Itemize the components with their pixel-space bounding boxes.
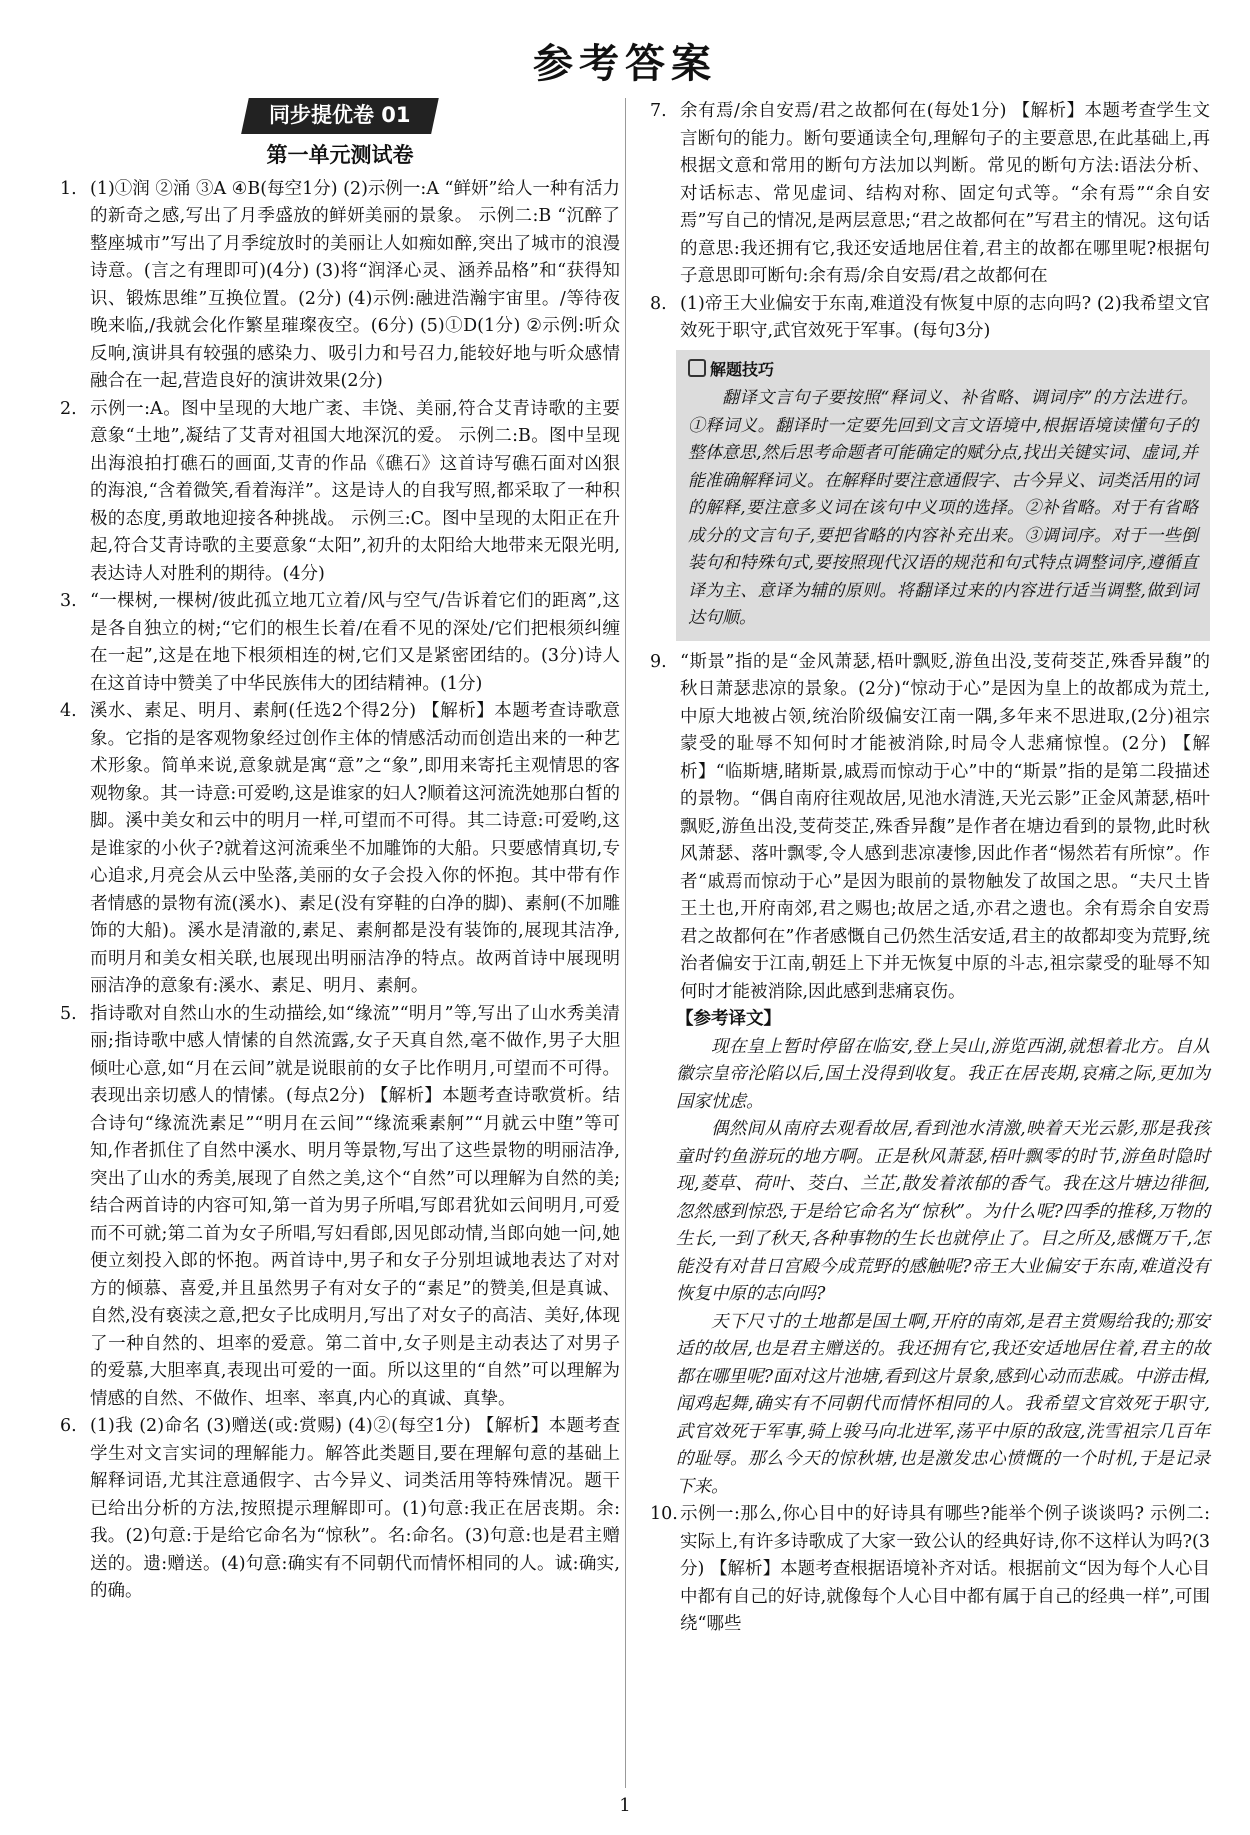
column-divider [625, 98, 626, 1788]
question-10 [650, 1501, 1210, 1639]
question-text: (1)我 (2)命名 (3)赠送(或:赏赐) (4)②(每空1分) 【解析】本题考查学生对文言实词的理解能力。解答此类题目,要在理解句意的基础上解释词语,尤其注意通假字、古今异义、词类活用等特殊情况。题干已给出分析的方法,按照提示理解即可。(1)句意:我正在居丧期。余:我。(2)句意:于是给它命名为“惊秋”。名:命名。(3)句意:也是君主赠送的。遗:赠送。(4)句意:确实有不同朝代而情怀相同的人。诚:确实,的确。 [90, 1416, 620, 1601]
question-text: 指诗歌对自然山水的生动描绘,如“缘流”“明月”等,写出了山水秀美清丽;指诗歌中感人情愫的自然流露,女子天真自然,毫不做作,男子大胆倾吐心意,如“月在云间”就是说眼前的女子比作明月,可望而不可得。表现出亲切感人的情愫。(每点2分) 【解析】本题考查诗歌赏析。结合诗句“缘流洗素足”“明月在云间”“缘流乘素舸”“月就云中堕”等可知,作者抓住了自然中溪水、明月等景物,写出了这些景物的明丽洁净,突出了山水的秀美,展现了自然之美,这个“自然”可以理解为自然的美;结合两首诗的内容可知,第一首为男子所唱,写郎君犹如云间明月,可爱而不可就;第二首为女子所唱,写妇看郎,因见郎动情,当郎向她一问,她便立刻投入郎的怀抱。两首诗中,男子和女子分别坦诚地表达了对对方的倾慕、喜爱,并且虽然男子有对女子的“素足”的赞美,但是真诚、自然,没有亵渎之意,把女子比成明月,写出了对女子的高洁、美好,体现了一种自然的、坦率的爱意。第二首中,女子则是主动表达了对男子的爱慕,大胆率真,表现出可爱的一面。所以这里的“自然”可以理解为情感的自然、不做作、坦率、率真,内心的真诚、真挚。 [90, 1003, 620, 1409]
question-number: 5. [60, 1003, 77, 1024]
question-number: 10. [650, 1504, 678, 1524]
question-7 [650, 98, 1210, 291]
translation-paragraph: 现在皇上暂时停留在临安,登上吴山,游览西湖,就想着北方。自从徽宗皇帝沦陷以后,国土没得到收复。我正在居丧期,哀痛之际,更加为国家忧虑。 [676, 1036, 1210, 1112]
question-number: 3. [60, 591, 77, 611]
question-number: 4. [60, 701, 77, 721]
left-column [60, 98, 620, 1606]
translation-paragraph: 天下尺寸的土地都是国土啊,开府的南郊,是君主赏赐给我的;那安适的故居,也是君主赠送的。我还拥有它,我还安适地居住着,君主的故都在哪里呢?面对这片池塘,看到这片景象,感到心动而悲戚。中游击楫,闻鸡起舞,确实有不同朝代而情怀相同的人。我希望文官效死于职守,武官效死于军事,骑上骏马向北进军,荡平中原的敌寇,洗雪祖宗几百年的耻辱。那么今天的惊秋塘,也是激发忠心愤慨的一个时机,于是记录下来。 [676, 1311, 1210, 1497]
question-2 [60, 396, 620, 589]
question-text: 溪水、素足、明月、素舸(任选2个得2分) 【解析】本题考查诗歌意象。它指的是客观物象经过创作主体的情感活动而创造出来的一种艺术形象。简单来说,意象就是寓“意”之“象”,即用来寄托主观情思的客观物象。其一诗意:可爱哟,这是谁家的妇人?顺着这河流洗她那白皙的脚。溪中美女和云中的明月一样,可望而不可得。其二诗意:可爱哟,这是谁家的小伙子?就着这河流乘坐不加雕饰的大船。只要感情真切,专心追求,月亮会从云中坠落,美丽的女子会投入你的怀抱。其中带有作者情感的景物有流(溪水)、素足(没有穿鞋的白净的脚)、素舸(不加雕饰的大船)。溪水是清澈的,素足、素舸都是没有装饰的,展现其洁净,而明月和美女相关联,也展现出明丽洁净的特点。故两首诗中展现明丽洁净的意象有:溪水、素足、明月、素舸。 [90, 701, 620, 996]
section-badge [241, 98, 438, 134]
question-5 [60, 1001, 620, 1414]
page-number: 1 [619, 1795, 631, 1816]
question-number: 2. [60, 398, 77, 419]
question-3 [60, 588, 620, 698]
question-number: 8. [650, 293, 667, 314]
question-6 [60, 1413, 620, 1606]
question-4 [60, 698, 620, 1001]
question-number: 1. [60, 178, 77, 199]
tip-icon [688, 359, 706, 377]
translation-heading: 【参考译文】 [676, 1009, 781, 1029]
tip-label: 解题技巧 [710, 359, 775, 379]
tip-heading [688, 356, 1198, 384]
question-text: 示例一:A。图中呈现的大地广袤、丰饶、美丽,符合艾青诗歌的主要意象“土地”,凝结了艾青对祖国大地深沉的爱。 示例二:B。图中呈现出海浪拍打礁石的画面,艾青的作品《礁石》这首诗写礁石面对凶狠的海浪,“含着微笑,看着海洋”。这是诗人的自我写照,都采取了一种积极的态度,勇敢地迎接各种挑战。 示例三:C。图中呈现的太阳正在升起,符合艾青诗歌的主要意象“太阳”,初升的太阳给大地带来无限光明,表达诗人对胜利的期待。(4分) [90, 398, 620, 584]
question-number: 9. [650, 651, 667, 672]
question-text: “一棵树,一棵树/彼此孤立地兀立着/风与空气/告诉着它们的距离”,这是各自独立的树;“它们的根生长着/在看不见的深处/它们把根须纠缠在一起”,这是在地下根须相连的树,它们又是紧密团结的。(3分)诗人在这首诗中赞美了中华民族伟大的团结精神。(1分) [90, 591, 620, 694]
question-text: (1)①润 ②涌 ③A ④B(每空1分) (2)示例一:A “鲜妍”给人一种有活力的新奇之感,写出了月季盛放的鲜妍美丽的景象。 示例二:B “沉醉了整座城市”写出了月季绽放时的美丽让人如痴如醉,突出了城市的浪漫诗意。(言之有理即可)(4分) (3)将“润泽心灵、涵养品格”和“获得知识、锻炼思维”互换位置。(2分) (4)示例:融进浩瀚宇宙里。/等待夜晚来临,/我就会化作繁星璀璨夜空。(6分) (5)①D(1分) ②示例:听众反响,演讲具有较强的感染力、吸引力和号召力,能较好地与听众感情融合在一起,营造良好的演讲效果(2分) [90, 178, 620, 391]
question-number: 7. [650, 101, 667, 121]
question-text: (1)帝王大业偏安于东南,难道没有恢复中原的志向吗? (2)我希望文官效死于职守,武官效死于军事。(每句3分) [680, 293, 1210, 341]
question-9 [650, 649, 1210, 1007]
question-8 [650, 291, 1210, 346]
page-title: 参考答案 [533, 41, 717, 87]
translation-paragraph: 偶然间从南府去观看故居,看到池水清激,映着天光云影,那是我孩童时钓鱼游玩的地方啊。正是秋风萧瑟,梧叶飘零的时节,游鱼时隐时现,菱草、荷叶、茭白、兰芷,散发着浓郁的香气。我在这片塘边徘徊,忽然感到惊恐,于是给它命名为“惊秋”。为什么呢?四季的推移,万物的生长,一到了秋天,各种事物的生长也就停止了。目之所及,感慨万千,怎能没有对昔日宫殿今成荒野的感触呢?帝王大业偏安于东南,难道没有恢复中原的志向吗? [676, 1119, 1210, 1304]
section-badge-label: 同步提优卷 01 [269, 103, 411, 127]
question-1 [60, 176, 620, 396]
question-text: 示例一:那么,你心目中的好诗具有哪些?能举个例子谈谈吗? 示例二:实际上,有许多诗歌成了大家一致公认的经典好诗,你不这样认为吗?(3分) 【解析】本题考查根据语境补齐对话。根据前文“因为每个人心目中都有自己的好诗,就像每个人心目中都有属于自己的经典一样”,可围绕“哪些 [680, 1504, 1210, 1634]
question-text: “斯景”指的是“金风萧瑟,梧叶飘贬,游鱼出没,芰荷茭芷,殊香异馥”的秋日萧瑟悲凉的景象。(2分)“惊动于心”是因为皇上的故都成为荒土,中原大地被占领,统治阶级偏安江南一隅,多年来不思进取,(2分)祖宗蒙受的耻辱不知何时才能被消除,时局令人悲痛惊惶。(2分) 【解析】“临斯塘,睹斯景,戚焉而惊动于心”中的“斯景”指的是第二段描述的景物。“偶自南府往观故居,见池水清涟,天光云影”正金风萧瑟,梧叶飘贬,游鱼出没,芰荷茭芷,殊香异馥”是作者在塘边看到的景物,此时秋风萧瑟、落叶飘零,令人感到悲凉凄惨,因此作者“惕然若有所惊”。作者“戚焉而惊动于心”是因为眼前的景物触发了故国之思。“夫尺土皆王土也,开府南郊,君之赐也;故居之适,亦君之遗也。余有焉余自安焉君之故都何在”作者感慨自己仍然生活安适,君主的故都却变为荒野,统治者偏安于江南,朝廷上下并无恢复中原的斗志,祖宗蒙受的耻辱不知何时才能被消除,因此感到悲痛哀伤。 [680, 651, 1210, 1002]
tip-text: 翻译文言句子要按照“释词义、补省略、调词序”的方法进行。①释词义。翻译时一定要先回到文言文语境中,根据语境读懂句子的整体意思,然后思考命题者可能确定的赋分点,找出关键实词、虚词,并能准确解释词义。在解释时要注意通假字、古今异义、词类活用的词的解释,要注意多义词在该句中义项的选择。②补省略。对于有省略成分的文言句子,要把省略的内容补充出来。③调词序。对于一些倒装句和特殊句式,要按照现代汉语的规范和句式特点调整词序,遵循直译为主、意译为辅的原则。将翻译过来的内容进行适当调整,做到词达句顺。 [688, 388, 1198, 628]
section-badge-wrap [60, 98, 620, 138]
right-column [650, 98, 1210, 1639]
question-number: 6. [60, 1416, 77, 1436]
unit-title: 第一单元测试卷 [266, 143, 414, 167]
tip-box [676, 350, 1210, 641]
question-text: 余有焉/余自安焉/君之故都何在(每处1分) 【解析】本题考查学生文言断句的能力。断句要通读全句,理解句子的主要意思,在此基础上,再根据文意和常用的断句方法加以判断。常见的断句方法:语法分析、对话标志、常见虚词、结构对称、固定句式等。“余有焉”“余自安焉”写自己的情况,是两层意思;“君之故都何在”写君主的情况。这句话的意思:我还拥有它,我还安适地居住着,君主的故都在哪里呢?根据句子意思即可断句:余有焉/余自安焉/君之故都何在 [680, 101, 1210, 286]
